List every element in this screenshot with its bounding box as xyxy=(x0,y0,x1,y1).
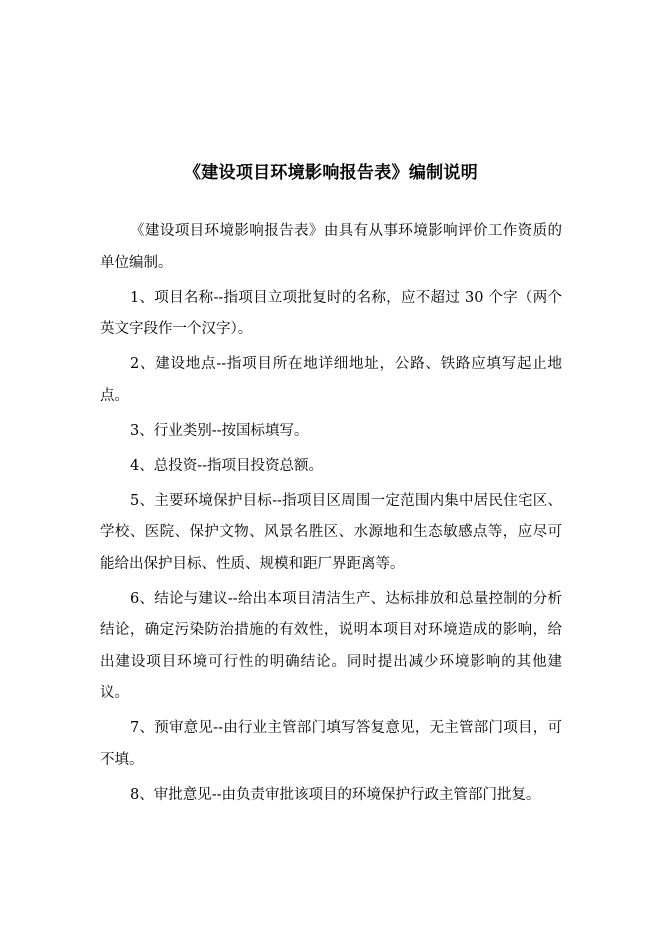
paragraph-total-investment: 4、总投资--指项目投资总额。 xyxy=(130,457,324,474)
paragraph-protection-targets: 5、主要环境保护目标--指项目区周围一定范围内集中居民住宅区、学校、医院、保护文物、风景名胜区、水源地和生态敏感点等，应尽可能给出保护目标、性质、规模和距厂界距离等。 xyxy=(100,492,562,572)
paragraph-construction-site: 2、建设地点--指项目所在地详细地址，公路、铁路应填写起止地点。 xyxy=(100,356,562,404)
document-body xyxy=(100,216,562,815)
document-title: 《建设项目环境影响报告表》编制说明 xyxy=(183,163,479,183)
paragraph-approval: 8、审批意见--由负责审批该项目的环境保护行政主管部门批复。 xyxy=(130,786,541,803)
paragraph-pre-review: 7、预审意见--由行业主管部门填写答复意见，无主管部门项目，可不填。 xyxy=(100,720,562,768)
paragraph-intro: 《建设项目环境影响报告表》由具有从事环境影响评价工作资质的单位编制。 xyxy=(100,223,562,271)
paragraph-conclusions: 6、结论与建议--给出本项目清洁生产、达标排放和总量控制的分析结论，确定污染防治措施的有效性，说明本项目对环境造成的影响，给出建设项目环境可行性的明确结论。同时提出减少环境影响的其他建议。 xyxy=(100,590,562,701)
paragraph-industry-category: 3、行业类别--按国标填写。 xyxy=(130,422,309,439)
paragraph-project-name: 1、项目名称--指项目立项批复时的名称，应不超过 30 个字（两个英文字段作一个汉字）。 xyxy=(100,289,562,337)
